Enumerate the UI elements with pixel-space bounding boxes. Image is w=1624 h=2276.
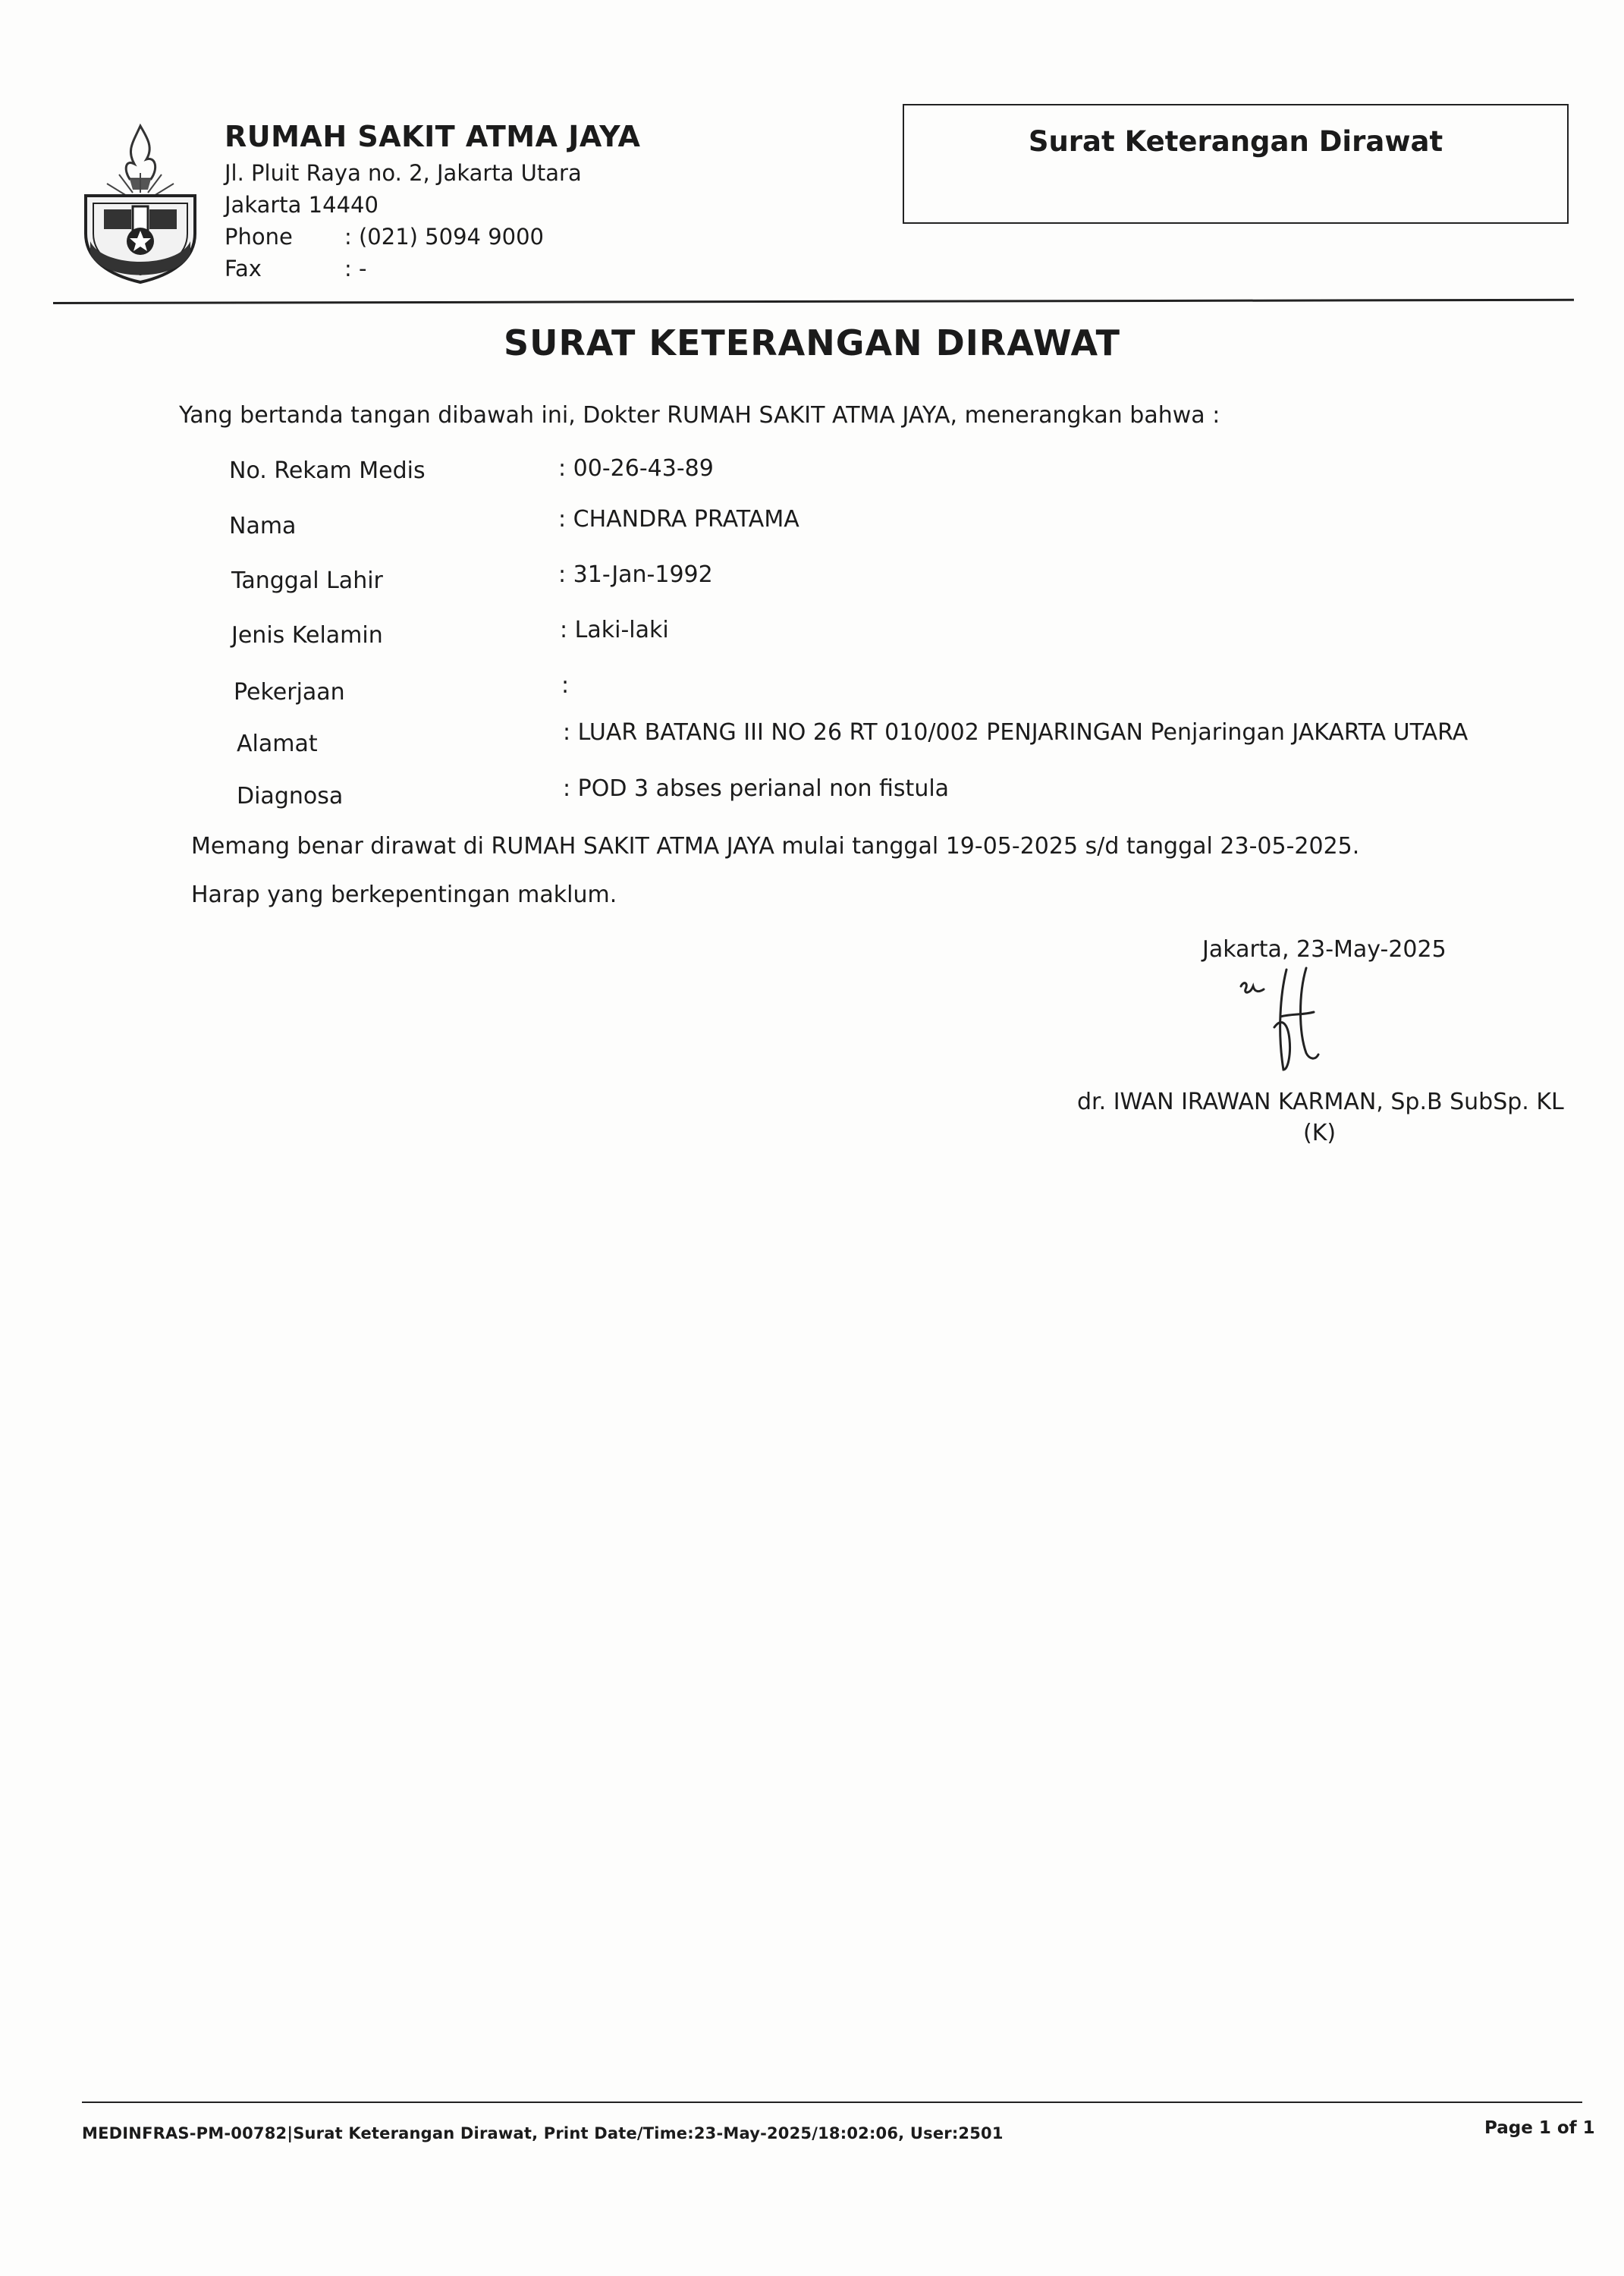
hospital-logo — [80, 120, 201, 285]
field-value-name: : CHANDRA PRATAMA — [558, 506, 799, 533]
field-label-name: Nama — [229, 513, 297, 539]
care-statement: Memang benar dirawat di RUMAH SAKIT ATMA JAYA mulai tanggal 19-05-2025 s/d tanggal 23-05-2025. — [191, 833, 1360, 860]
footer-divider — [82, 2102, 1582, 2103]
doctor-name-suffix: (K) — [1303, 1120, 1337, 1146]
field-value-birth-date: : 31-Jan-1992 — [558, 561, 713, 588]
address-line-2: Jakarta 14440 — [225, 192, 379, 218]
footer-print-info: MEDINFRAS-PM-00782|Surat Keterangan Dirawat, Print Date/Time:23-May-2025/18:02:06, User:2501 — [82, 2124, 1004, 2142]
doctor-name: dr. IWAN IRAWAN KARMAN, Sp.B SubSp. KL — [1077, 1089, 1564, 1115]
field-value-gender: : Laki-laki — [560, 617, 669, 643]
field-label-gender: Jenis Kelamin — [231, 622, 383, 649]
closing-text: Harap yang berkepentingan maklum. — [191, 882, 617, 908]
hospital-name: RUMAH SAKIT ATMA JAYA — [225, 120, 641, 153]
phone-label: Phone — [225, 224, 293, 250]
field-label-diagnosis: Diagnosa — [237, 783, 344, 809]
fax-row — [225, 256, 366, 281]
document-type-box — [903, 104, 1569, 224]
document-title: SURAT KETERANGAN DIRAWAT — [504, 322, 1120, 363]
phone-row — [225, 224, 544, 250]
field-label-occupation: Pekerjaan — [234, 679, 345, 706]
doctor-signature — [1227, 964, 1341, 1077]
field-value-address: : LUAR BATANG III NO 26 RT 010/002 PENJARINGAN Penjaringan JAKARTA UTARA — [563, 719, 1469, 746]
fax-value: : - — [344, 256, 367, 281]
field-value-diagnosis: : POD 3 abses perianal non fistula — [563, 775, 950, 802]
field-label-birth-date: Tanggal Lahir — [231, 567, 383, 594]
document-type-label: Surat Keterangan Dirawat — [1028, 125, 1443, 158]
field-label-record-number: No. Rekam Medis — [229, 457, 426, 484]
page-number: Page 1 of 1 — [1484, 2118, 1595, 2138]
intro-text: Yang bertanda tangan dibawah ini, Dokter RUMAH SAKIT ATMA JAYA, menerangkan bahwa : — [179, 402, 1220, 429]
field-value-record-number: : 00-26-43-89 — [558, 455, 714, 482]
field-label-address: Alamat — [237, 731, 318, 757]
field-value-occupation: : — [561, 672, 570, 699]
phone-value: : (021) 5094 9000 — [344, 224, 545, 250]
header-divider — [53, 299, 1574, 304]
fax-label: Fax — [225, 256, 262, 281]
address-line-1: Jl. Pluit Raya no. 2, Jakarta Utara — [225, 160, 582, 186]
signature-place-date: Jakarta, 23-May-2025 — [1202, 936, 1447, 963]
